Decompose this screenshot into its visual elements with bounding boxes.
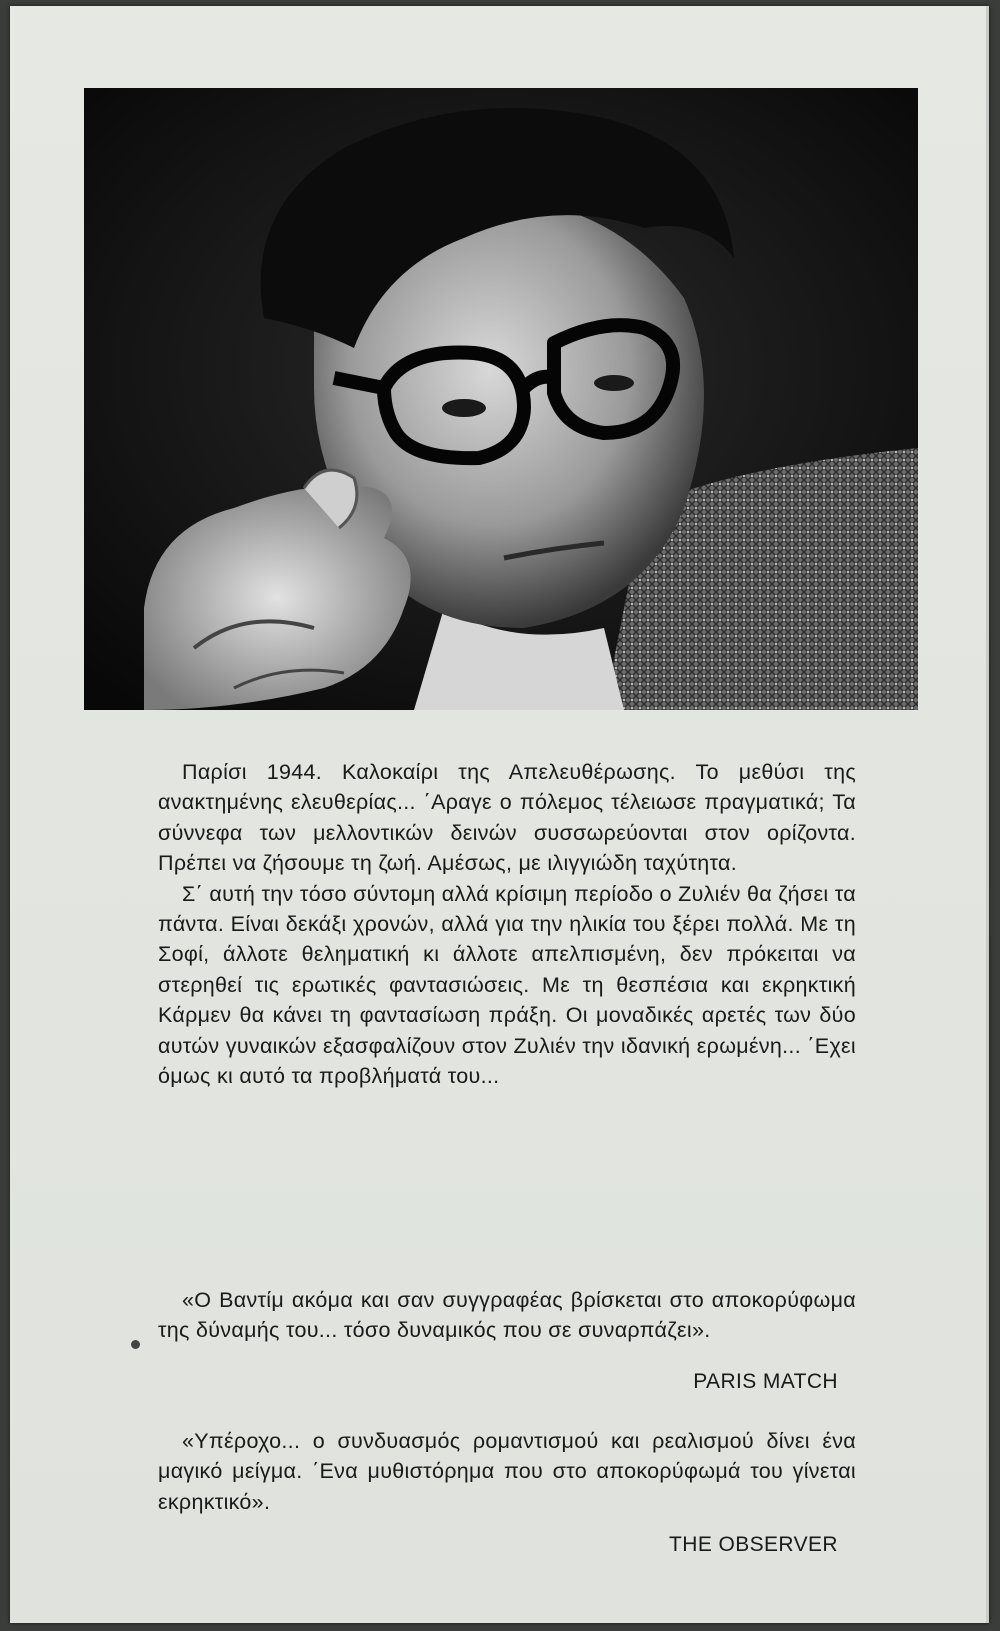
review-source-1: PARIS MATCH [693,1370,838,1393]
author-photo [84,88,918,710]
synopsis-text [158,757,856,1091]
book-back-cover [10,6,989,1623]
review-quote-1: «Ο Βαντίμ ακόμα και σαν συγγραφέας βρίσκεται στο αποκορύφωμα της δύναμής του... τόσο δυναμικός που σε συναρπάζει». [158,1288,856,1343]
review-quote-2: «Υπέροχο... ο συνδυασμός ρομαντισμού και ρεαλισμού δίνει ένα μαγικό μείγμα. ΄Ενα μυθιστόρημα που στο αποκορύφωμά του γίνεται εκρηκτικό». [158,1429,856,1514]
paper-speck [131,1340,140,1349]
synopsis-paragraph-2: Σ΄ αυτή την τόσο σύντομη αλλά κρίσιμη περίοδο ο Ζυλιέν θα ζήσει τα πάντα. Είναι δεκάξι χρονών, αλλά για την ηλικία του ξέρει πολλά. Με τη Σοφί, άλλοτε θεληματική κι άλλοτε απελπισμένη, δεν πρόκειται να στερηθεί τις ερωτικές φαντασιώσεις. Με τη θεσπέσια και εκρηκτική Κάρμεν θα κάνει τη φαντασίωση πράξη. Οι μοναδικές αρετές των δύο αυτών γυναικών εξασφαλίζουν στον Ζυλιέν την ιδανική ερωμένη... ΄Εχει όμως κι αυτό τα προβλήματά του... [158,881,856,1089]
review-source-2: THE OBSERVER [669,1533,838,1556]
synopsis-paragraph-1: Παρίσι 1944. Καλοκαίρι της Απελευθέρωσης. Το μεθύσι της ανακτημένης ελευθερίας... ΄Αραγε ο πόλεμος τέλειωσε πραγματικά; Τα σύννεφα των μελλοντικών δεινών συσσωρεύονται στον ορίζοντα. Πρέπει να ζήσουμε τη ζωή. Αμέσως, με ιλιγγιώδη ταχύτητα. [158,760,856,876]
